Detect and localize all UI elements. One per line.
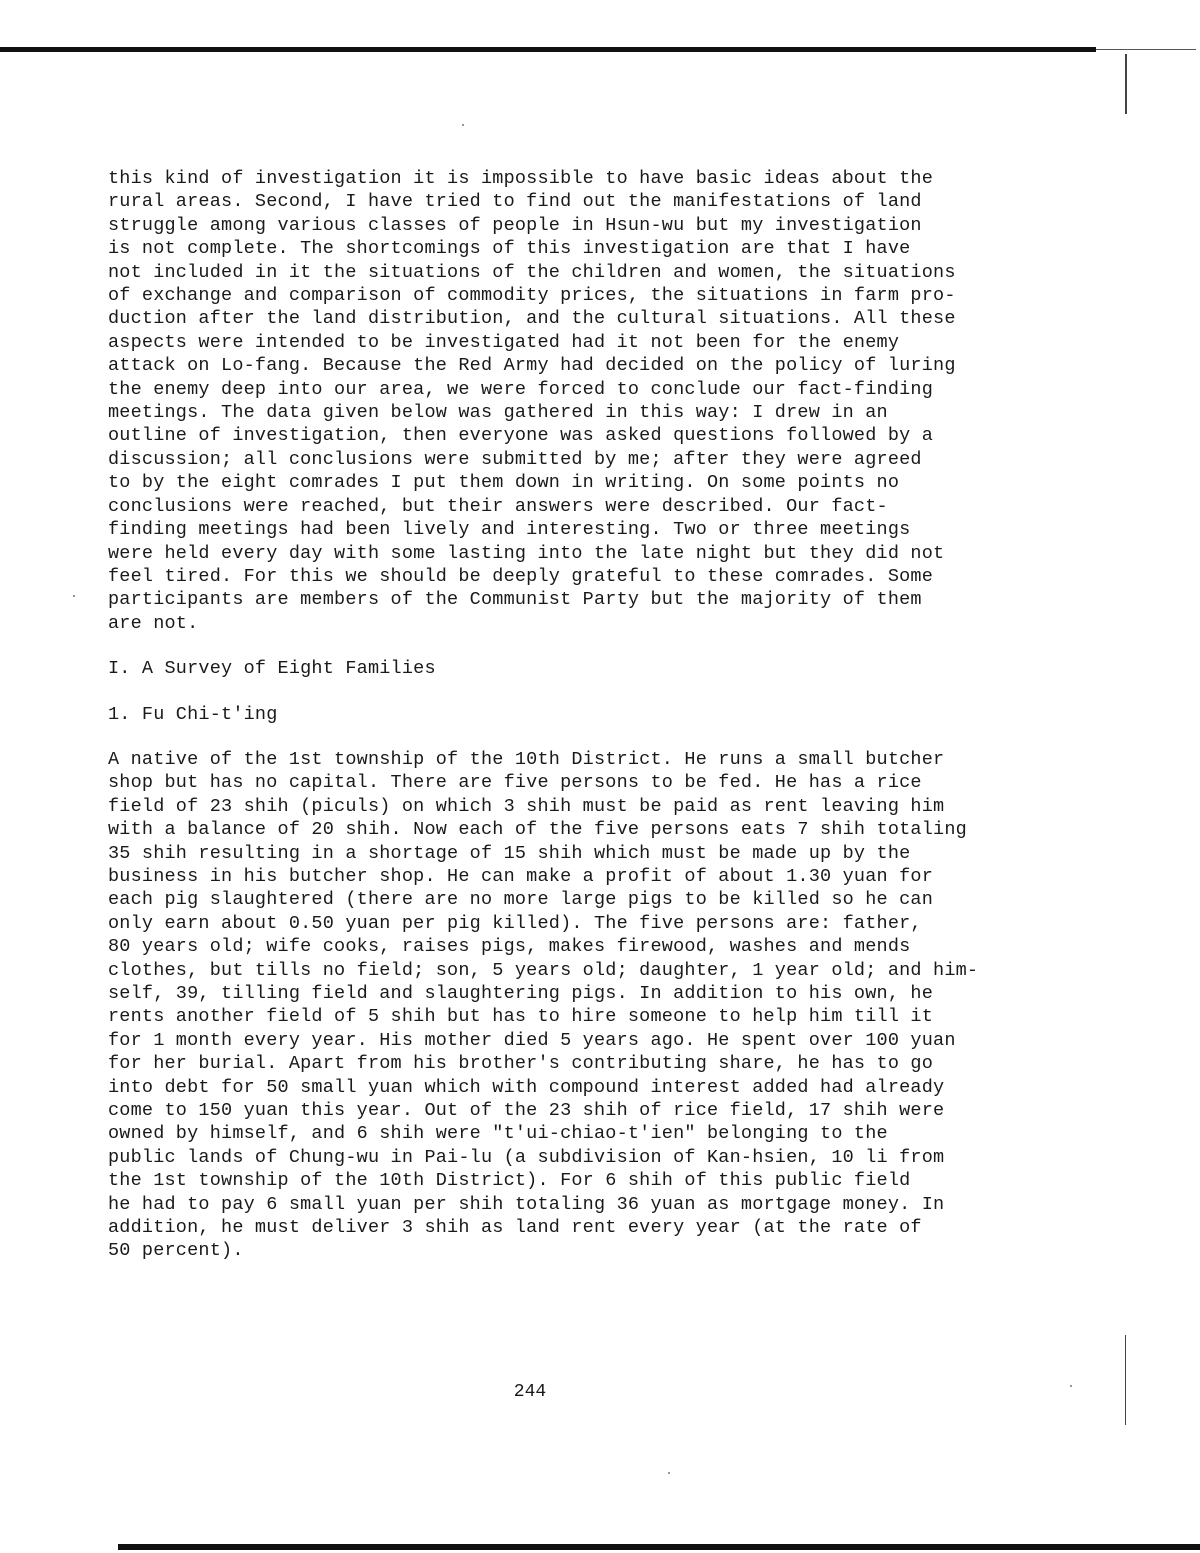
body-paragraph: A native of the 1st township of the 10th District. He runs a small butcher shop but has no capital. There are five persons to be fed. He has a rice field of 23 shih (piculs) on which 3 shih must be paid as rent leaving him with a balance of 20 shih. Now each of the five persons eats 7 shih totaling 35 shih resulting in a shortage of 15 shih which must be made up by the business in his butcher shop. He can make a profit of about 1.30 yuan for each pig slaughtered (there are no more large pigs to be killed so he can only earn about 0.50 yuan per pig killed). The five persons are: father, 80 years old; wife cooks, raises pigs, makes firewood, washes and mends clothes, but tills no field; son, 5 years old; daughter, 1 year old; and him- self, 39, tilling field and slaughtering pigs. In addition to his own, he rents another field of 5 shih but has to hire someone to help him till it for 1 month every year. His mother died 5 years ago. He spent over 100 yuan for her burial. Apart from his brother's contributing share, he has to go into debt for 50 small yuan which with compound interest added had already come to 150 yuan this year. Out of the 23 shih of rice field, 17 shih were owned by himself, and 6 shih were "t'ui-chiao-t'ien" belonging to the public lands of Chung-wu in Pai-lu (a subdivision of Kan-hsien, 10 li from the 1st township of the 10th District). For 6 shih of this public field he had to pay 6 small yuan per shih totaling 36 yuan as mortgage money. In addition, he must deliver 3 shih as land rent every year (at the rate of 50 percent). <box>108 748 979 1262</box>
right-scan-edge-upper <box>1125 54 1127 114</box>
bottom-scan-border <box>118 1544 1200 1550</box>
section-heading: I. A Survey of Eight Families <box>108 658 436 680</box>
scan-speck <box>1070 1385 1072 1387</box>
scan-speck <box>73 595 75 597</box>
page-content <box>108 167 1038 1263</box>
scan-speck <box>462 124 464 126</box>
right-scan-edge-lower <box>1125 1335 1126 1425</box>
top-scan-border-thin <box>1096 49 1196 50</box>
body-paragraph: this kind of investigation it is impossible to have basic ideas about the rural areas. Second, I have tried to find out the manifestations of land struggle among various classes of people in Hsun-wu but my investigation is not complete. The shortcomings of this investigation are that I have not included in it the situations of the children and women, the situations of exchange and comparison of commodity prices, the situations in farm pro- duction after the land distribution, and the cultural situations. All these aspects were intended to be investigated had it not been for the enemy attack on Lo-fang. Because the Red Army had decided on the policy of luring the enemy deep into our area, we were forced to conclude our fact-finding meetings. The data given below was gathered in this way: I drew in an outline of investigation, then everyone was asked questions followed by a discussion; all conclusions were submitted by me; after they were agreed to by the eight comrades I put them down in writing. On some points no conclusions were reached, but their answers were described. Our fact- finding meetings had been lively and interesting. Two or three meetings were held every day with some lasting into the late night but they did not feel tired. For this we should be deeply grateful to these comrades. Some participants are members of the Communist Party but the majority of them are not. <box>108 168 956 634</box>
top-scan-border <box>0 47 1096 52</box>
scan-speck <box>668 1472 670 1474</box>
page-number: 244 <box>513 1382 547 1402</box>
subsection-heading: 1. Fu Chi-t'ing <box>108 703 278 725</box>
